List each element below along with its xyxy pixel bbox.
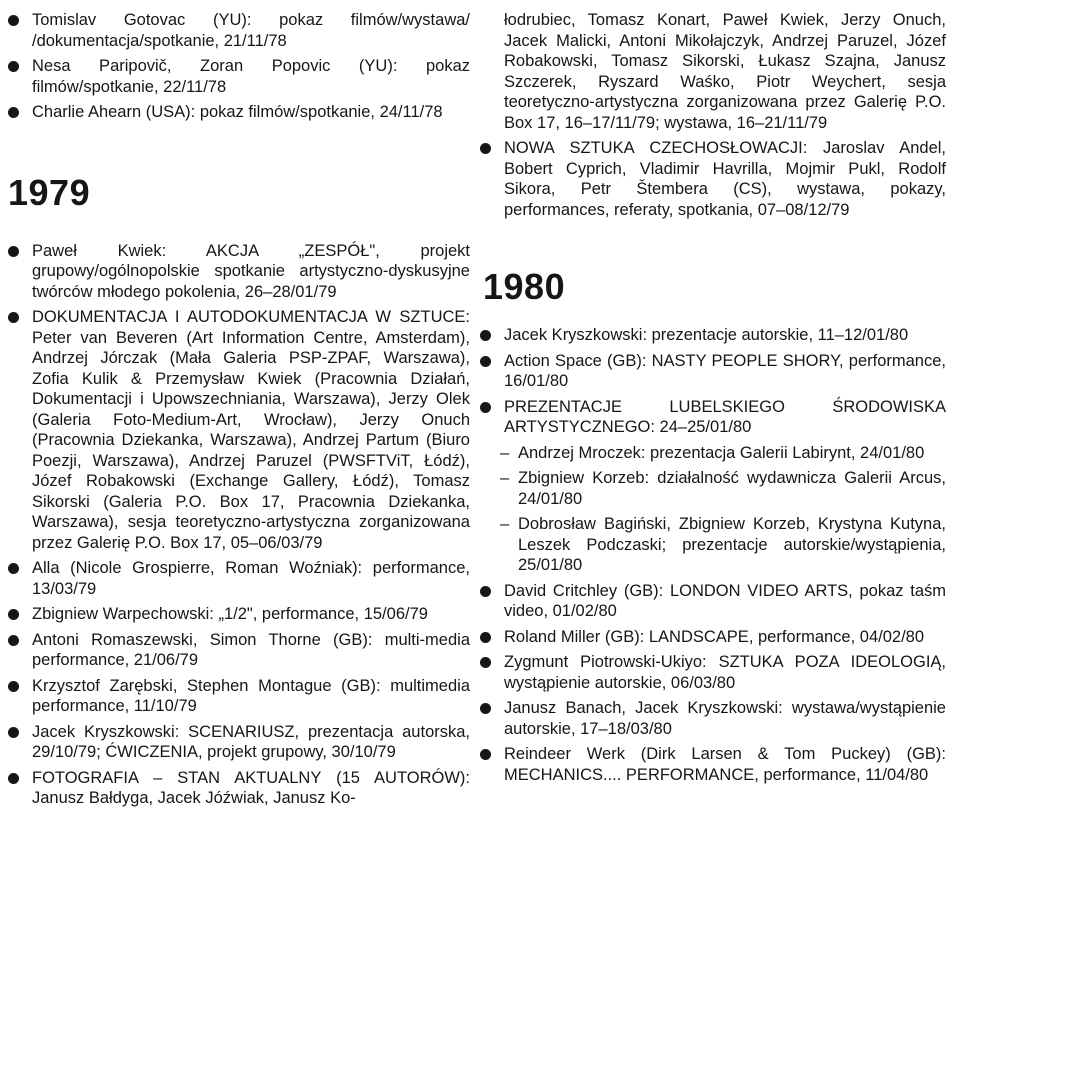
list-item: David Critchley (GB): LONDON VIDEO ARTS, pokaz taśm video, 01/02/80 xyxy=(480,581,946,622)
bullet-icon xyxy=(8,727,19,738)
list-item: Paweł Kwiek: AKCJA „ZESPÓŁ", projekt grupowy/ogólnopolskie spotkanie artystyczno-dyskusyjne twórców młodego pokolenia, 26–28/01/79 xyxy=(8,241,470,303)
list-item: Alla (Nicole Grospierre, Roman Woźniak): performance, 13/03/79 xyxy=(8,558,470,599)
dash-icon: – xyxy=(500,469,510,487)
list-item: Reindeer Werk (Dirk Larsen & Tom Puckey) (GB): MECHANICS.... PERFORMANCE, performance, 11/04/80 xyxy=(480,744,946,785)
bullet-icon xyxy=(8,312,19,323)
bullet-icon xyxy=(480,749,491,760)
left-column xyxy=(8,10,470,814)
list-item: Jacek Kryszkowski: SCENARIUSZ, prezentacja autorska, 29/10/79; ĆWICZENIA, projekt grupowy, 30/10/79 xyxy=(8,722,470,763)
list-item: NOWA SZTUKA CZECHOSŁOWACJI: Jaroslav Andel, Bobert Cyprich, Vladimir Havrilla, Mojmir Pukl, Rodolf Sikora, Petr Štembera (CS), wystawa, pokazy, performances, referaty, spotkania, 07–08/12/79 xyxy=(480,138,946,220)
year-heading-1979: 1979 xyxy=(8,171,91,213)
list-item: Janusz Banach, Jacek Kryszkowski: wystawa/wystąpienie autorskie, 17–18/03/80 xyxy=(480,698,946,739)
bullet-icon xyxy=(8,681,19,692)
list-item-continuation: łodrubiec, Tomasz Konart, Paweł Kwiek, Jerzy Onuch, Jacek Malicki, Antoni Mikołajczyk, Andrzej Paruzel, Józef Robakowski, Tomasz Sikorski, Łukasz Szajna, Janusz Szczerek, Ryszard Waśko, Piotr Weychert, sesja teoretyczno-artystyczna zorganizowana przez Galerię P.O. Box 17, 16–17/11/79; wystawa, 16–21/11/79 xyxy=(504,11,946,132)
bullet-icon xyxy=(480,657,491,668)
list-item: Roland Miller (GB): LANDSCAPE, performance, 04/02/80 xyxy=(480,627,946,648)
dash-icon: – xyxy=(500,515,510,533)
bullet-icon xyxy=(8,15,19,26)
bullet-icon xyxy=(480,402,491,413)
list-item: Charlie Ahearn (USA): pokaz filmów/spotkanie, 24/11/78 xyxy=(8,102,470,123)
bullet-icon xyxy=(8,61,19,72)
bullet-icon xyxy=(8,635,19,646)
bullet-icon xyxy=(8,107,19,118)
right-column xyxy=(480,10,946,790)
bullet-icon xyxy=(480,703,491,714)
bullet-icon xyxy=(480,143,491,154)
list-item: Nesa Paripovič, Zoran Popovic (YU): pokaz filmów/spotkanie, 22/11/78 xyxy=(8,56,470,97)
bullet-icon xyxy=(8,563,19,574)
bullet-icon xyxy=(480,632,491,643)
sub-list-item: – Dobrosław Bagiński, Zbigniew Korzeb, Krystyna Kutyna, Leszek Podczaski; prezentacje autorskie/wystąpienia, 25/01/80 xyxy=(500,515,946,574)
bullet-icon xyxy=(480,330,491,341)
list-item: Krzysztof Zarębski, Stephen Montague (GB): multimedia performance, 11/10/79 xyxy=(8,676,470,717)
list-item: Zbigniew Warpechowski: „1/2", performance, 15/06/79 xyxy=(8,604,470,625)
bullet-icon xyxy=(480,356,491,367)
bullet-icon xyxy=(8,773,19,784)
bullet-icon xyxy=(480,586,491,597)
list-item: Action Space (GB): NASTY PEOPLE SHORY, performance, 16/01/80 xyxy=(480,351,946,392)
sub-list-item: – Zbigniew Korzeb: działalność wydawnicza Galerii Arcus, 24/01/80 xyxy=(500,469,946,508)
list-item: Zygmunt Piotrowski-Ukiyo: SZTUKA POZA IDEOLOGIĄ, wystąpienie autorskie, 06/03/80 xyxy=(480,652,946,693)
sub-list-item: – Andrzej Mroczek: prezentacja Galerii Labirynt, 24/01/80 xyxy=(500,443,925,462)
list-item: Jacek Kryszkowski: prezentacje autorskie, 11–12/01/80 xyxy=(480,325,946,346)
bullet-icon xyxy=(8,609,19,620)
list-item: PREZENTACJE LUBELSKIEGO ŚRODOWISKA ARTYSTYCZNEGO: 24–25/01/80 xyxy=(480,397,946,438)
list-item: Antoni Romaszewski, Simon Thorne (GB): multi-media performance, 21/06/79 xyxy=(8,630,470,671)
list-item: FOTOGRAFIA – STAN AKTUALNY (15 AUTORÓW): Janusz Bałdyga, Jacek Jóźwiak, Janusz Ko- xyxy=(8,768,470,809)
list-item: Tomislav Gotovac (YU): pokaz filmów/wystawa/ /dokumentacja/spotkanie, 21/11/78 xyxy=(8,10,470,51)
year-heading-1980: 1980 xyxy=(483,266,566,307)
dash-icon: – xyxy=(500,443,510,462)
list-item: DOKUMENTACJA I AUTODOKUMENTACJA W SZTUCE: Peter van Beveren (Art Information Centre, Amsterdam), Andrzej Jórczak (Mała Galeria PSP-ZPAF, Warszawa), Zofia Kulik & Przemysław Kwiek (Pracownia Działań, Dokumentacji i Upowszechniania, Warszawa), Jerzy Olek (Galeria Foto-Medium-Art, Wrocław), Jerzy Onuch (Pracownia Dziekanka, Warszawa), Andrzej Partum (Biuro Poezji, Warszawa), Andrzej Paruzel (PWSFTViT, Łódź), Józef Robakowski (Exchange Gallery, Łódź), Tomasz Sikorski (Galeria P.O. Box 17, Pracownia Dziekanka, Warszawa), sesja teoretyczno-artystyczna zorganizowana przez Galerię P.O. Box 17, 05–06/03/79 xyxy=(8,307,470,553)
bullet-icon xyxy=(8,246,19,257)
